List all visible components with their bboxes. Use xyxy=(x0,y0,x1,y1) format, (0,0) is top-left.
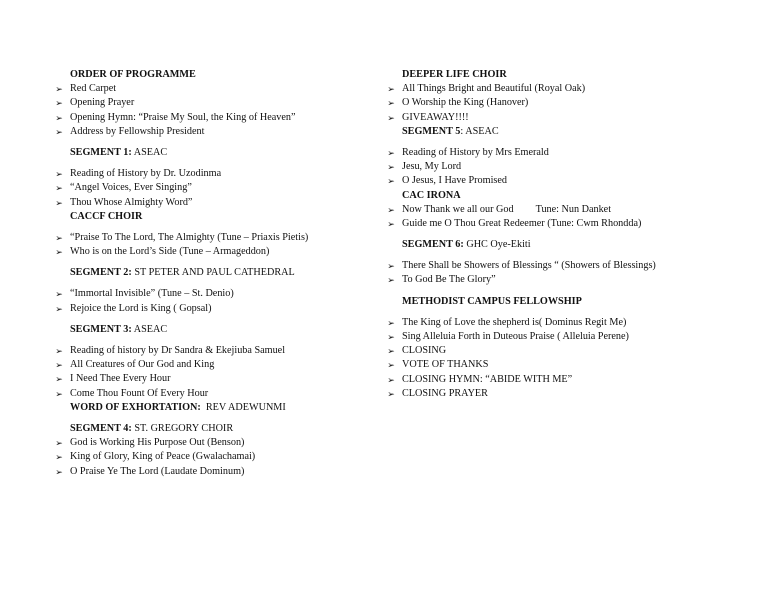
arrow-bullet-icon: ➢ xyxy=(55,303,63,314)
list-item: ➢ Thou Whose Almighty Word” xyxy=(53,196,373,210)
list-item: ➢ The King of Love the shepherd is( Dominus Regit Me) xyxy=(385,316,755,330)
list-item: ➢ “Immortal Invisible” (Tune – St. Denio) xyxy=(53,287,373,301)
list-item: ➢ O Praise Ye The Lord (Laudate Dominum) xyxy=(53,465,373,479)
arrow-bullet-icon: ➢ xyxy=(387,98,395,109)
arrow-bullet-icon: ➢ xyxy=(55,346,63,356)
segment-3-heading: SEGMENT 3: ASEAC xyxy=(70,323,168,335)
segment-5-heading: SEGMENT 5: ASEAC xyxy=(402,125,499,137)
list-item: ➢ CLOSING PRAYER xyxy=(385,387,755,401)
arrow-bullet-icon: ➢ xyxy=(387,388,395,399)
list-item: ➢ “Praise To The Lord, The Almighty (Tune – Priaxis Pietis) xyxy=(53,231,373,245)
arrow-bullet-icon: ➢ xyxy=(387,176,395,187)
arrow-bullet-icon: ➢ xyxy=(55,183,63,194)
arrow-bullet-icon: ➢ xyxy=(387,204,395,215)
cac-irona-heading: CAC IRONA xyxy=(402,189,461,201)
list-item: ➢ King of Glory, King of Peace (Gwalachamai) xyxy=(53,450,373,464)
list-item: ➢ Reading of History by Mrs Emerald xyxy=(385,146,755,160)
list-item: ➢ Rejoice the Lord is King ( Gopsal) xyxy=(53,302,373,316)
arrow-bullet-icon: ➢ xyxy=(387,112,395,123)
arrow-bullet-icon: ➢ xyxy=(387,275,395,286)
arrow-bullet-icon: ➢ xyxy=(387,218,395,229)
list-item: ➢ Reading of history by Dr Sandra & Ekejiuba Samuel xyxy=(53,344,373,358)
list-item: ➢ “Angel Voices, Ever Singing” xyxy=(53,181,373,195)
order-heading: ORDER OF PROGRAMME xyxy=(70,69,196,80)
segment-2-heading: SEGMENT 2: ST PETER AND PAUL CATHEDRAL xyxy=(70,267,295,279)
list-item: ➢ Reading of History by Dr. Uzodinma xyxy=(53,167,373,181)
arrow-bullet-icon: ➢ xyxy=(387,261,395,272)
arrow-bullet-icon: ➢ xyxy=(55,438,63,449)
segment-1-heading: SEGMENT 1: ASEAC xyxy=(70,146,168,158)
list-item: ➢ CLOSING xyxy=(385,344,755,358)
list-item: ➢ God is Working His Purpose Out (Benson) xyxy=(53,436,373,450)
list-item: ➢ Come Thou Fount Of Every Hour xyxy=(53,387,373,401)
list-item: ➢ GIVEAWAY!!!! xyxy=(385,111,755,125)
caccf-heading: CACCF CHOIR xyxy=(70,210,143,222)
right-column xyxy=(385,68,755,401)
list-item: ➢ Opening Prayer xyxy=(53,96,373,110)
list-item: ➢ All Things Bright and Beautiful (Royal Oak) xyxy=(385,82,755,96)
arrow-bullet-icon: ➢ xyxy=(55,126,63,137)
arrow-bullet-icon: ➢ xyxy=(55,452,63,463)
arrow-bullet-icon: ➢ xyxy=(387,317,395,328)
list-item: ➢ CLOSING HYMN: “ABIDE WITH ME” xyxy=(385,373,755,387)
list-item: ➢ VOTE OF THANKS xyxy=(385,358,755,372)
arrow-bullet-icon: ➢ xyxy=(55,247,63,258)
list-item: ➢ O Worship the King (Hanover) xyxy=(385,96,755,110)
arrow-bullet-icon: ➢ xyxy=(387,162,395,173)
arrow-bullet-icon: ➢ xyxy=(55,84,63,95)
arrow-bullet-icon: ➢ xyxy=(387,360,395,371)
list-item: ➢ Opening Hymn: “Praise My Soul, the King of Heaven” xyxy=(53,111,373,125)
arrow-bullet-icon: ➢ xyxy=(387,332,395,342)
list-item: ➢ Sing Alleluia Forth in Duteous Praise ( Alleluia Perene) xyxy=(385,330,755,344)
segment-6-heading: SEGMENT 6: GHC Oye-Ekiti xyxy=(402,239,531,251)
arrow-bullet-icon: ➢ xyxy=(55,197,63,208)
arrow-bullet-icon: ➢ xyxy=(55,98,63,109)
deeper-life-heading: DEEPER LIFE CHOIR xyxy=(402,69,507,80)
arrow-bullet-icon: ➢ xyxy=(55,289,63,300)
list-item: ➢ Red Carpet xyxy=(53,82,373,96)
arrow-bullet-icon: ➢ xyxy=(55,112,63,123)
list-item: ➢ To God Be The Glory” xyxy=(385,273,755,287)
arrow-bullet-icon: ➢ xyxy=(387,147,395,158)
list-item: ➢ Address by Fellowship President xyxy=(53,125,373,139)
list-item: ➢ Now Thank we all our God Tune: Nun Danket xyxy=(385,203,755,217)
arrow-bullet-icon: ➢ xyxy=(387,84,395,95)
arrow-bullet-icon: ➢ xyxy=(55,169,63,180)
arrow-bullet-icon: ➢ xyxy=(55,232,63,243)
list-item: ➢ All Creatures of Our God and King xyxy=(53,358,373,372)
list-item: ➢ O Jesus, I Have Promised xyxy=(385,174,755,188)
list-item: ➢ There Shall be Showers of Blessings “ (Showers of Blessings) xyxy=(385,259,755,273)
left-column xyxy=(53,68,373,479)
list-item: ➢ Jesu, My Lord xyxy=(385,160,755,174)
arrow-bullet-icon: ➢ xyxy=(387,346,395,357)
arrow-bullet-icon: ➢ xyxy=(55,374,63,385)
list-item: ➢ I Need Thee Every Hour xyxy=(53,372,373,386)
list-item: ➢ Who is on the Lord’s Side (Tune – Armageddon) xyxy=(53,245,373,259)
exhortation-heading: WORD OF EXHORTATION: REV ADEWUNMI xyxy=(70,401,286,413)
methodist-heading: METHODIST CAMPUS FELLOWSHIP xyxy=(402,295,582,307)
segment-4-heading: SEGMENT 4: ST. GREGORY CHOIR xyxy=(70,422,234,434)
arrow-bullet-icon: ➢ xyxy=(387,374,395,385)
arrow-bullet-icon: ➢ xyxy=(55,466,63,477)
list-item: ➢ Guide me O Thou Great Redeemer (Tune: Cwm Rhondda) xyxy=(385,217,755,231)
arrow-bullet-icon: ➢ xyxy=(55,388,63,399)
arrow-bullet-icon: ➢ xyxy=(55,360,63,371)
